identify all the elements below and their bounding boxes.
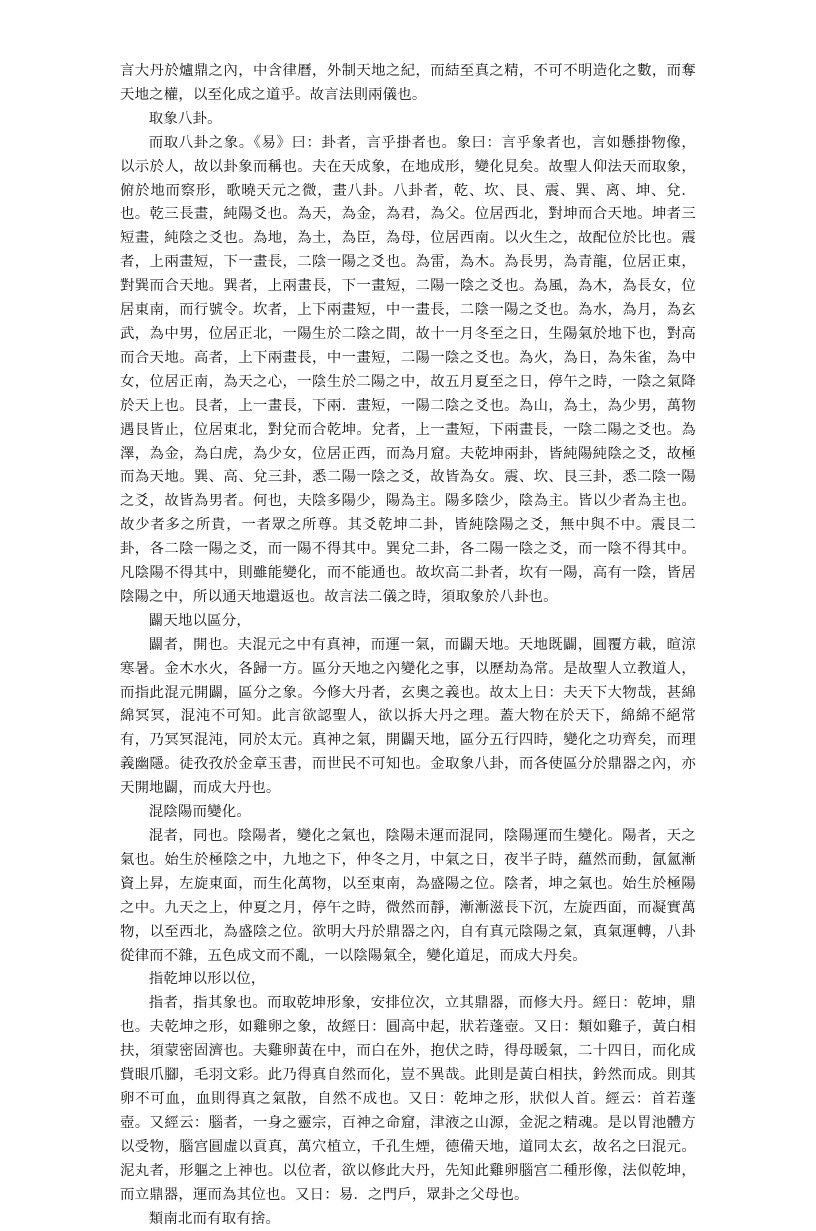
section-heading-north-south: 類南北而有取有捨。 [120,1208,696,1231]
section-heading-open-heaven-earth: 闢天地以區分， [120,610,696,634]
document-page [120,60,696,1231]
paragraph-continuation: 言大丹於爐鼎之內，中含律曆，外制天地之紀，而結至真之精，不可不明造化之數，而奪天地之權，以至化成之道乎。故言法則兩儀也。 [120,60,696,108]
paragraph-yin-yang: 混者，同也。陰陽者，變化之氣也，陰陽未運而混同，陰陽運而生變化。陽者，天之氣也。始生於極陰之中，九地之下，仲冬之月，中氣之日，夜半子時，蘊然而動，氤氳漸資上昇，左旋東面，而生化萬物，以至東南，為盛陽之位。陰者，坤之氣也。始生於極陽之中。九天之上，仲夏之月，停午之時，微然而靜，漸漸滋長下沉，左旋西面，而凝實萬物，以至西北，為盛陰之位。欲明大丹於鼎器之內，自有真元陰陽之氣，真氣運轉，八卦從律而不雜，五色成文而不亂，一以陰陽氣全，變化道足，而成大丹矣。 [120,825,696,968]
section-heading-eight-trigrams: 取象八卦。 [120,108,696,132]
paragraph-qian-kun: 指者，指其象也。而取乾坤形象，安排位次，立其鼎器，而修大丹。經日：乾坤，鼎也。夫乾坤之形，如雞卵之象，故經日：圓高中起，狀若蓬壺。又日：類如雞子，黃白相扶，須蒙密固濟也。夫雞卵黃在中，而白在外，抱伏之時，得母暖氣，二十四日，而化成貲眼爪腳，毛羽文彩。此乃得真自然而化，豈不異哉。此則是黃白相扶，鈐然而成。則其卵不可血，血則得真之氣散，自然不成也。又日：乾坤之形，狀似人首。經云：首若蓬壺。又經云：腦者，一身之靈宗，百神之命窟，津液之山源，金泥之精魂。是以胃池體方以受物，腦宫圓虛以貢真，萬穴植立，千孔生煙，德備天地，道同太玄，故名之曰混元。泥丸者，形軀之上神也。以位者，欲以修此大丹，先知此雞卵腦宫二種形像，法似乾坤，而立鼎器，運而為其位也。又日：易．之門戶，眾卦之父母也。 [120,992,696,1207]
paragraph-eight-trigrams: 而取八卦之象。《易》曰：卦者，言乎掛者也。象曰：言乎象者也，言如懸掛物像，以示於人，故以卦象而稱也。夫在天成象，在地成形，變化見矣。故聖人仰法天而取象，俯於地而察形，歌曉天元之微，畫八卦。八卦者，乾、坎、艮、震、巽、离、坤、兌．也。乾三長畫，純陽爻也。為天，為金，為君，為父。位居西北，對坤而合天地。坤者三短畫，純陰之爻也。為地，為土，為臣，為母，位居西南。以火生之，故配位於比也。震者，上兩畫短，下一畫長，二陰一陽之爻也。為雷，為木。為長男，為青龍，位居正東，對巽而合天地。巽者，上兩畫長，下一畫短，二陽一陰之爻也。為風，為木，為長女，位居東南，而行號令。坎者，上下兩畫短，中一畫長，二陰一陽之爻也。為水，為月，為玄武，為中男，位居正北，一陽生於二陰之間，故十一月冬至之日，生陽氣於地下也，對高而合天地。高者，上下兩畫長，中一畫短，二陽一陰之爻也。為火，為日，為朱雀，為中女，位居正南，為天之心，一陰生於二陽之中，故五月夏至之日，停午之時，一陰之氣降於天上也。艮者，上一畫長，下兩．畫短，一陽二陰之爻也。為山，為土，為少男，萬物遇艮皆止，位居東北，對兌而合乾坤。兌者，上一畫短，下兩畫長，一陰二陽之爻也。為澤，為金，為白虎，為少女，位居正西，而為月窟。夫乾坤兩卦，皆純陽純陰之爻，故極而為天地。巽、高、兌三卦，悉二陽一陰之爻，故皆為女。震、坎、艮三卦，悉二陰一陽之爻，故皆為男者。何也，夫陰多陽少，陽為主。陽多陰少，陰為主。皆以少者為主也。故少者多之所貴，一者眾之所尊。其爻乾坤二卦，皆純陰陽之爻，無中與不中。震艮二卦，各二陰一陽之爻，而一陽不得其中。巽兌二卦，各二陽一陰之爻，而一陰不得其中。凡陰陽不得其中，則雖能變化，而不能通也。故坎高二卦者，坎有一陽，高有一陰，皆居陰陽之中，所以通天地還返也。故言法二儀之時，須取象於八卦也。 [120,132,696,610]
section-heading-yin-yang: 混陰陽而變化。 [120,801,696,825]
paragraph-open-heaven-earth: 闢者，開也。夫混元之中有真神，而運一氣，而闢天地。天地既闢，圓覆方載，暄涼寒暑。金木水火，各歸一方。區分天地之內變化之事，以歷劫為常。是故聖人立教道人，而指此混元開闢，區分之象。今修大丹者，玄奧之義也。故太上日：夫天下大物哉，甚綿綿冥冥，混沌不可知。此言欲認聖人，欲以拆大丹之理。蓋大物在於天下，綿綿不絕常有，乃冥冥混沌，同於太元。真神之氣，開闢天地，區分五行四時，變化之功齊矣，而理義幽隱。徒孜孜於金章玉書，而世民不可知也。金取象八卦，而各使區分於鼎器之內，亦天開地闢，而成大丹也。 [120,634,696,801]
section-heading-qian-kun: 指乾坤以形以位， [120,968,696,992]
